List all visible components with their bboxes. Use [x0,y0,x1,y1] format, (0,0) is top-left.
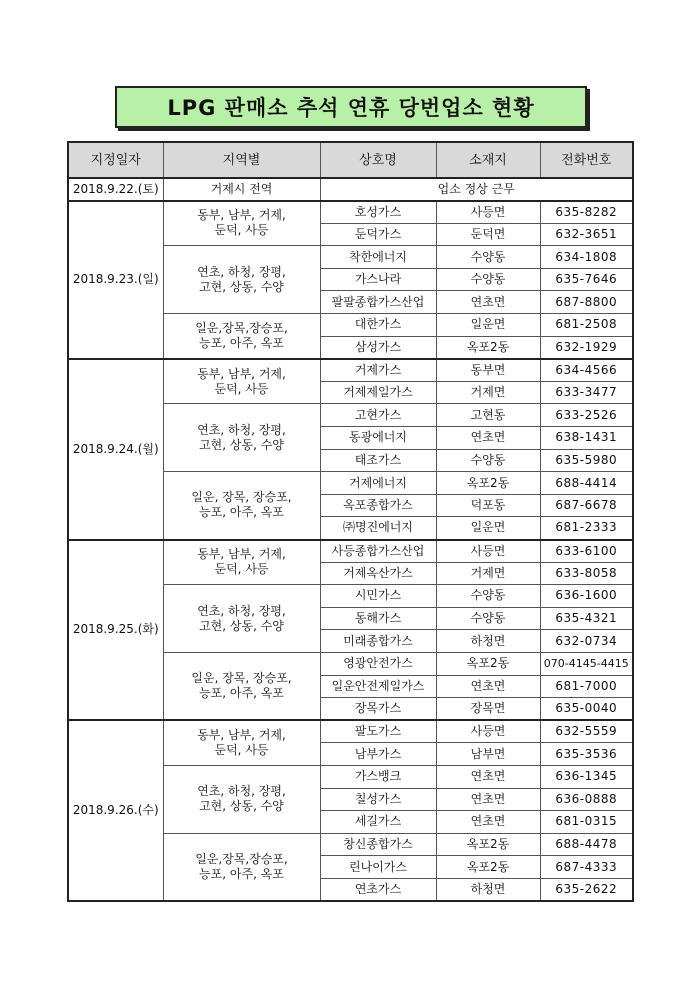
shop-phone: 633-6100 [540,540,633,563]
table-row [68,359,633,382]
date-cell: 2018.9.24.(월) [68,359,163,540]
shop-phone: 635-2622 [540,878,633,901]
shop-phone: 687-6678 [540,494,633,517]
region-cell: 동부, 남부, 거제, 둔덕, 사등 [163,201,320,246]
shop-location: 수양동 [436,449,540,472]
shop-location: 수양동 [436,246,540,269]
shop-name: 동광에너지 [320,427,436,450]
shop-name: 린나이가스 [320,856,436,879]
date-cell: 2018.9.23.(일) [68,201,163,359]
shop-phone: 638-1431 [540,427,633,450]
shop-location: 연초면 [436,427,540,450]
shop-phone: 633-2526 [540,404,633,427]
region-cell: 연초, 하청, 장평, 고현, 상동, 수양 [163,765,320,833]
shop-name: 사등종합가스산업 [320,540,436,563]
title-text: LPG 판매소 추석 연휴 당번업소 현황 [167,96,535,120]
shop-location: 사등면 [436,720,540,743]
table-row [68,720,633,743]
shop-phone: 634-1808 [540,246,633,269]
shop-location: 고현동 [436,404,540,427]
shop-name: ㈜명진에너지 [320,517,436,540]
date-cell: 2018.9.26.(수) [68,720,163,901]
shop-location: 옥포2동 [436,652,540,675]
shop-location: 거제면 [436,381,540,404]
header-name: 상호명 [320,142,436,178]
region-cell: 동부, 남부, 거제, 둔덕, 사등 [163,720,320,765]
region-cell: 연초, 하청, 장평, 고현, 상동, 수양 [163,585,320,653]
shop-phone: 688-4478 [540,833,633,856]
shop-name: 팔팔종합가스산업 [320,291,436,314]
note-cell: 업소 정상 근무 [320,178,633,201]
shop-location: 연초면 [436,788,540,811]
shop-location: 연초면 [436,291,540,314]
shop-name: 미래종합가스 [320,630,436,653]
shop-name: 착한에너지 [320,246,436,269]
shop-name: 거제제일가스 [320,381,436,404]
shop-phone: 633-3477 [540,381,633,404]
table-header-row [68,142,633,178]
region-cell: 일운, 장목, 장승포, 능포, 아주, 옥포 [163,472,320,540]
shop-name: 가스뱅크 [320,765,436,788]
shop-name: 거제옥산가스 [320,562,436,585]
shop-location: 옥포2동 [436,472,540,495]
shop-phone: 635-5980 [540,449,633,472]
shop-location: 동부면 [436,359,540,382]
region-cell: 거제시 전역 [163,178,320,201]
shop-location: 수양동 [436,607,540,630]
region-cell: 동부, 남부, 거제, 둔덕, 사등 [163,359,320,404]
shop-name: 영광안전가스 [320,652,436,675]
shop-phone: 070-4145-4415 [540,652,633,675]
shop-name: 동해가스 [320,607,436,630]
shop-phone: 687-8800 [540,291,633,314]
duty-schedule-table [67,141,634,902]
shop-name: 가스나라 [320,268,436,291]
header-location: 소재지 [436,142,540,178]
shop-location: 일운면 [436,314,540,337]
shop-name: 일운안전제일가스 [320,675,436,698]
header-date: 지정일자 [68,142,163,178]
table-row [68,540,633,563]
shop-phone: 635-8282 [540,201,633,224]
date-cell: 2018.9.25.(화) [68,540,163,721]
region-cell: 일운,장목,장승포, 능포, 아주, 옥포 [163,314,320,359]
shop-phone: 636-1345 [540,765,633,788]
shop-name: 연초가스 [320,878,436,901]
shop-phone: 681-7000 [540,675,633,698]
shop-location: 수양동 [436,585,540,608]
shop-name: 호성가스 [320,201,436,224]
shop-location: 거제면 [436,562,540,585]
region-cell: 연초, 하청, 장평, 고현, 상동, 수양 [163,404,320,472]
shop-phone: 687-4333 [540,856,633,879]
shop-name: 고현가스 [320,404,436,427]
header-region: 지역별 [163,142,320,178]
document-title [115,86,587,128]
shop-location: 연초면 [436,675,540,698]
shop-name: 대한가스 [320,314,436,337]
table-row [68,201,633,224]
shop-phone: 635-3536 [540,743,633,766]
shop-phone: 635-0040 [540,698,633,721]
shop-phone: 681-2508 [540,314,633,337]
shop-location: 수양동 [436,268,540,291]
region-cell: 연초, 하청, 장평, 고현, 상동, 수양 [163,246,320,314]
shop-phone: 634-4566 [540,359,633,382]
shop-phone: 632-5559 [540,720,633,743]
shop-name: 남부가스 [320,743,436,766]
shop-location: 옥포2동 [436,833,540,856]
shop-name: 시민가스 [320,585,436,608]
date-cell: 2018.9.22.(토) [68,178,163,201]
shop-name: 거제가스 [320,359,436,382]
shop-name: 거제에너지 [320,472,436,495]
shop-phone: 681-0315 [540,811,633,834]
shop-location: 하청면 [436,630,540,653]
shop-location: 일운면 [436,517,540,540]
shop-name: 팔도가스 [320,720,436,743]
shop-location: 둔덕면 [436,223,540,246]
region-cell: 동부, 남부, 거제, 둔덕, 사등 [163,540,320,585]
shop-phone: 636-1600 [540,585,633,608]
shop-location: 연초면 [436,765,540,788]
region-cell: 일운, 장목, 장승포, 능포, 아주, 옥포 [163,652,320,720]
shop-location: 사등면 [436,201,540,224]
shop-name: 세길가스 [320,811,436,834]
table-row [68,178,633,201]
shop-location: 옥포2동 [436,336,540,359]
shop-location: 장목면 [436,698,540,721]
shop-location: 연초면 [436,811,540,834]
shop-name: 태조가스 [320,449,436,472]
shop-phone: 681-2333 [540,517,633,540]
shop-phone: 632-1929 [540,336,633,359]
shop-location: 덕포동 [436,494,540,517]
shop-location: 옥포2동 [436,856,540,879]
shop-phone: 632-3651 [540,223,633,246]
shop-location: 사등면 [436,540,540,563]
shop-name: 삼성가스 [320,336,436,359]
shop-name: 칠성가스 [320,788,436,811]
shop-phone: 635-7646 [540,268,633,291]
region-cell: 일운,장목,장승포, 능포, 아주, 옥포 [163,833,320,901]
shop-phone: 635-4321 [540,607,633,630]
shop-phone: 636-0888 [540,788,633,811]
shop-name: 창신종합가스 [320,833,436,856]
shop-name: 장목가스 [320,698,436,721]
shop-phone: 632-0734 [540,630,633,653]
shop-phone: 633-8058 [540,562,633,585]
header-phone: 전화번호 [540,142,633,178]
shop-location: 하청면 [436,878,540,901]
shop-name: 옥포종합가스 [320,494,436,517]
shop-phone: 688-4414 [540,472,633,495]
shop-name: 둔덕가스 [320,223,436,246]
shop-location: 남부면 [436,743,540,766]
